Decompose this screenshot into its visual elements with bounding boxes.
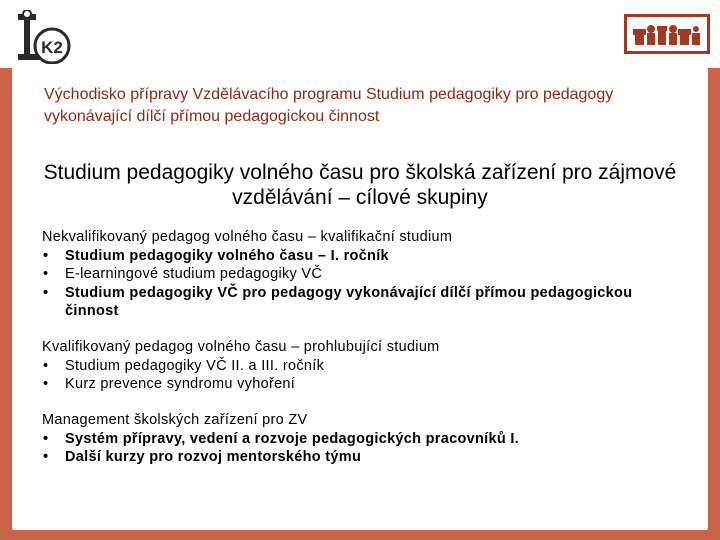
section-heading-tail: – kvalifikační studium (303, 229, 453, 245)
list-item: • Studium pedagogiky VČ pro pedagogy vykonávající dílčí přímou pedagogickou činnost (43, 284, 633, 319)
list-item: • Kurz prevence syndromu vyhoření (43, 376, 296, 392)
chess-pieces-logo (624, 14, 710, 54)
list-item: • Další kurzy pro rozvoj mentorského týmu (43, 449, 362, 465)
slide-header (0, 0, 720, 68)
slide-title: Studium pedagogiky volného času pro školská zařízení pro zájmové vzdělávání – cílové skupiny (43, 161, 677, 209)
section-heading-tail: – prohlubující studium (286, 339, 440, 355)
section-unqualified (42, 228, 682, 321)
list-item: • Studium pedagogiky VČ II. a III. ročník (43, 357, 325, 374)
section-heading-bold: Nekvalifikovaný pedagog volného času (42, 229, 304, 245)
section-management (42, 411, 682, 467)
section-heading (42, 228, 682, 247)
section-qualified (42, 338, 682, 394)
section-heading-bold: Kvalifikovaný pedagog volného času (42, 339, 287, 355)
list-item: • E-learningové studium pedagogiky VČ (43, 266, 323, 282)
k2-logo (14, 10, 74, 64)
list-item: • Studium pedagogiky volného času – I. ročník (43, 247, 389, 264)
section-heading (42, 338, 682, 357)
k2-logo-text: K2 (41, 38, 63, 57)
list-item: • Systém přípravy, vedení a rozvoje pedagogických pracovníků I. (43, 430, 519, 447)
section-heading: Management školských zařízení pro ZV (42, 412, 308, 428)
slide-subtitle: Východisko přípravy Vzdělávacího programu Studium pedagogiky pro pedagogy vykonávající dílčí přímou pedagogickou činnost (44, 86, 614, 125)
